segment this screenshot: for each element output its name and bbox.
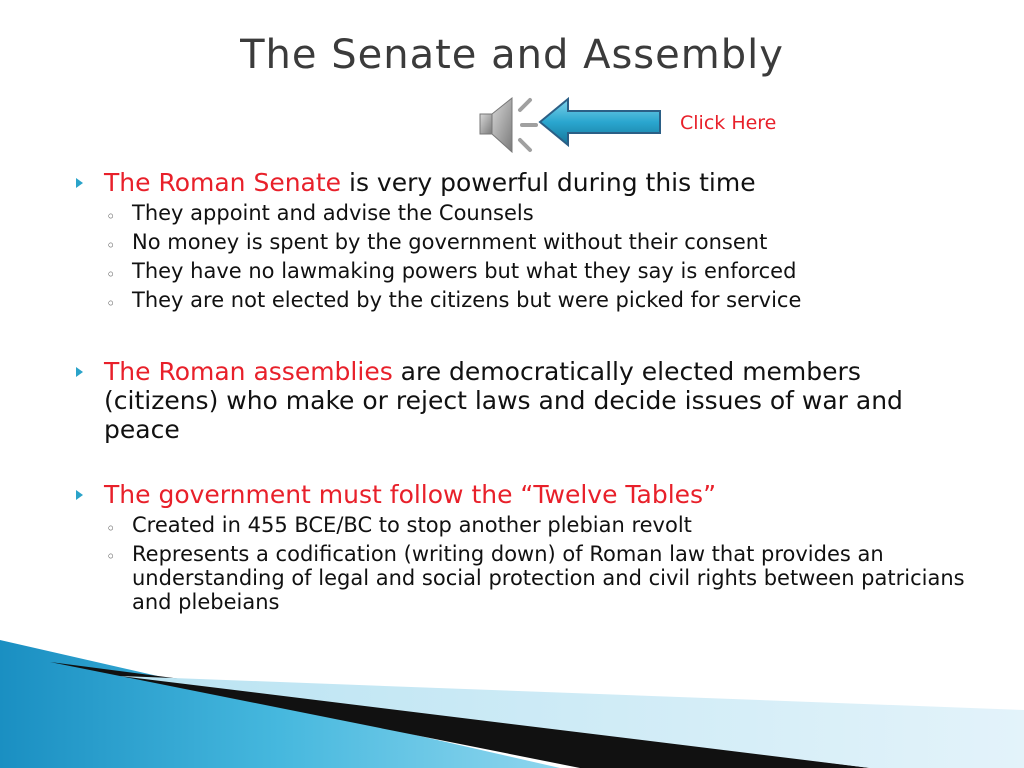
list-item: ◦ They are not elected by the citizens but were picked for service — [104, 288, 976, 313]
ring-bullet-icon: ◦ — [106, 236, 116, 255]
ring-bullet-icon: ◦ — [106, 265, 116, 284]
bullet-roman-senate — [76, 168, 976, 313]
speaker-icon[interactable] — [476, 92, 546, 158]
bullet-highlight: The Roman assemblies — [104, 357, 393, 386]
bullet-arrow-icon — [76, 490, 83, 500]
bullet-roman-assemblies — [76, 357, 976, 444]
bullet-text: are democratically elected members (citizens) who make or reject laws and decide issues of war and peace — [104, 357, 903, 444]
click-here-link[interactable]: Click Here — [680, 112, 777, 134]
ring-bullet-icon: ◦ — [106, 547, 116, 566]
left-arrow-icon — [538, 97, 662, 147]
sub-bullet-list — [104, 513, 976, 614]
ring-bullet-icon: ◦ — [106, 207, 116, 226]
list-item: ◦ They appoint and advise the Counsels — [104, 201, 976, 226]
decorative-swoosh — [0, 640, 1024, 768]
slide-title: The Senate and Assembly — [240, 32, 784, 78]
bullet-arrow-icon — [76, 178, 83, 188]
bullet-highlight: The Roman Senate — [104, 168, 342, 197]
bullet-arrow-icon — [76, 367, 83, 377]
ring-bullet-icon: ◦ — [106, 294, 116, 313]
list-item: ◦ Created in 455 BCE/BC to stop another plebian revolt — [104, 513, 976, 538]
bullet-highlight: The government must follow the “Twelve Tables” — [104, 480, 717, 509]
ring-bullet-icon: ◦ — [106, 519, 116, 538]
list-item: ◦ They have no lawmaking powers but what they say is enforced — [104, 259, 976, 284]
bullet-text: is very powerful during this time — [341, 168, 756, 197]
list-item: ◦ Represents a codification (writing down) of Roman law that provides an understanding of legal and social protection and civil rights between patricians and plebeians — [106, 542, 965, 614]
bullet-twelve-tables — [76, 480, 976, 614]
sub-bullet-list — [104, 201, 976, 313]
slide-content — [76, 168, 976, 618]
list-item: ◦ No money is spent by the government without their consent — [104, 230, 976, 255]
